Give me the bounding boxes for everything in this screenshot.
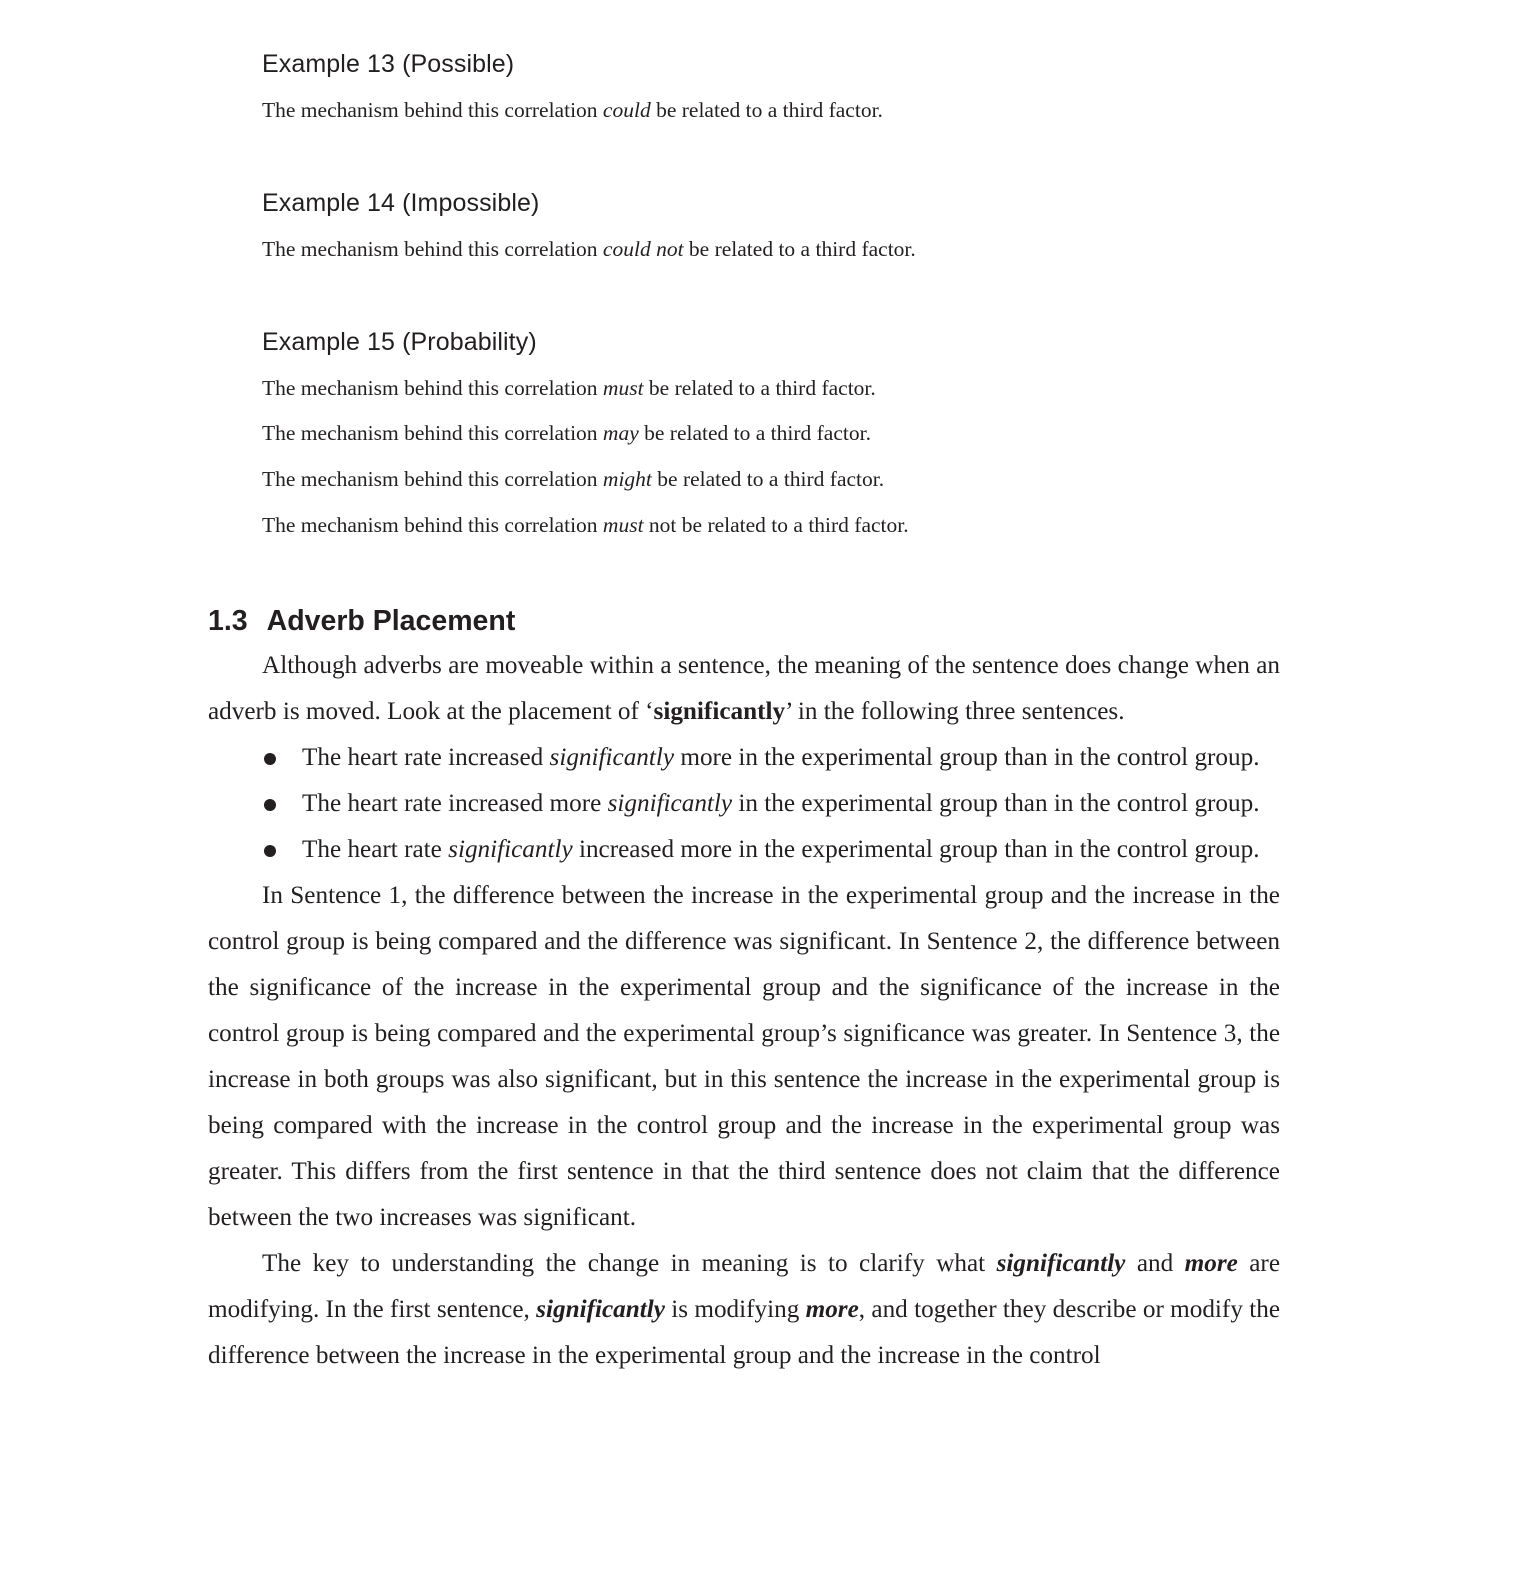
section-body	[208, 643, 1280, 1379]
explanation-paragraph: In Sentence 1, the difference between the increase in the experimental group and the increase in the control group is being compared and the difference was significant. In Sentence 2, the difference between the significance of the increase in the experimental group and the significance of the increase in the control group is being compared and the experimental group’s significance was greater. In Sentence 3, the increase in both groups was also significant, but in this sentence the increase in the experimental group is being compared with the increase in the control group and the increase in the experimental group was greater. This differs from the first sentence in that the third sentence does not claim that the difference between the two increases was significant.	[208, 882, 1280, 1231]
keyword-significantly: significantly	[653, 698, 786, 725]
intro-paragraph: Although adverbs are moveable within a sentence, the meaning of the sentence does change when an adverb is moved. Look at the placement of ‘significantly’ in the following three sentences.	[208, 652, 1280, 725]
adverb: significantly	[549, 744, 675, 771]
modal-verb: might	[602, 467, 652, 491]
section-number: 1.3	[208, 605, 248, 637]
bullet-icon	[264, 753, 276, 765]
bullet-icon	[264, 845, 276, 857]
modal-verb: may	[602, 421, 639, 445]
modal-verb: could	[602, 98, 651, 122]
keyword-significantly: significantly	[536, 1296, 665, 1323]
adverb: significantly	[448, 836, 573, 863]
example-sentence-list	[208, 735, 1280, 873]
modal-verb: must	[602, 376, 644, 400]
keyword-more: more	[805, 1296, 859, 1323]
example-14-heading: Example 14 (Impossible)	[262, 189, 540, 217]
adverb: significantly	[607, 790, 733, 817]
section-title: Adverb Placement	[266, 605, 516, 637]
bullet-icon	[264, 799, 276, 811]
example-15-sentence-may: The mechanism behind this correlation may be related to a third factor.	[262, 421, 871, 445]
example-14-sentence: The mechanism behind this correlation could not be related to a third factor.	[262, 237, 916, 261]
modal-verb: could not	[602, 237, 684, 261]
example-13-heading: Example 13 (Possible)	[262, 50, 515, 78]
keyword-more: more	[1184, 1250, 1238, 1277]
example-15-sentence-might: The mechanism behind this correlation might be related to a third factor.	[262, 467, 885, 491]
section-heading	[208, 603, 515, 639]
list-item: The heart rate significantly increased more in the experimental group than in the control group.	[208, 827, 1280, 873]
list-item: The heart rate increased more significantly in the experimental group than in the control group.	[208, 781, 1280, 827]
key-paragraph: The key to understanding the change in meaning is to clarify what significantly and more are modifying. In the first sentence, significantly is modifying more, and together they describe or modify the difference between the increase in the experimental group and the increase in the control	[208, 1250, 1281, 1369]
example-15-heading: Example 15 (Probability)	[262, 328, 537, 356]
keyword-significantly: significantly	[996, 1250, 1126, 1277]
example-15-sentence-must: The mechanism behind this correlation must be related to a third factor.	[262, 376, 876, 400]
list-item: The heart rate increased significantly more in the experimental group than in the control group.	[208, 735, 1280, 781]
example-15-sentence-must-not: The mechanism behind this correlation must not be related to a third factor.	[262, 513, 909, 537]
example-13-sentence: The mechanism behind this correlation could be related to a third factor.	[262, 98, 883, 122]
modal-verb: must	[602, 513, 644, 537]
